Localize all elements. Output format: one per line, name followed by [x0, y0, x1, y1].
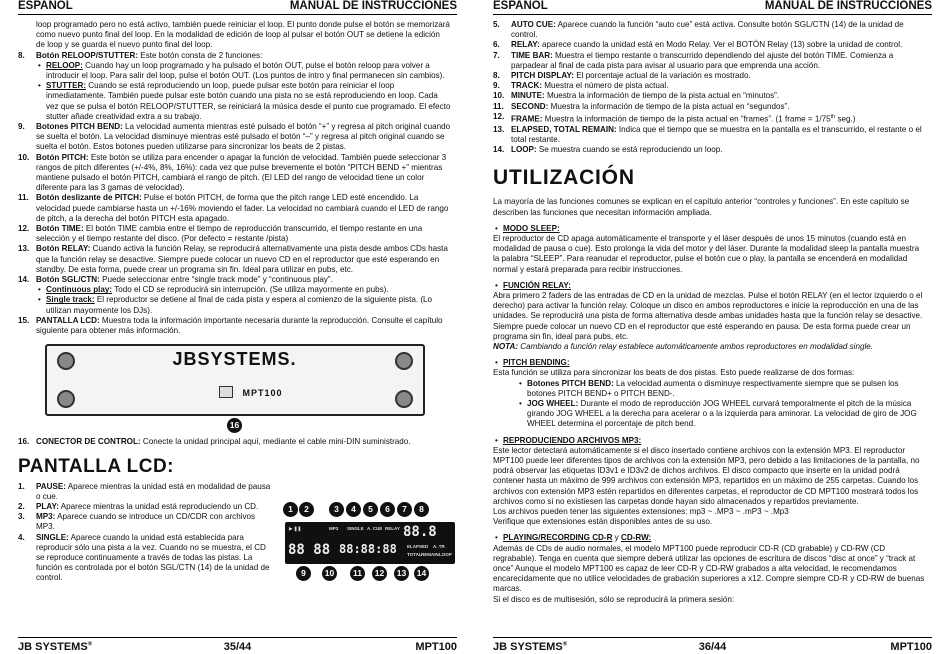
lcd-items — [18, 482, 276, 533]
brand-logo: JBSYSTEMS. — [172, 349, 297, 370]
item-number: 10. — [18, 152, 30, 162]
section-title-text: FUNCIÓN RELAY: — [503, 280, 571, 290]
model-label: MPT100 — [242, 388, 283, 399]
paragraph: Si el disco es de multisesión, sólo se reproducirá la primera sesión: — [493, 594, 735, 604]
list-item — [493, 91, 926, 101]
item-title: Botón SGL/CTN: — [36, 275, 100, 285]
bullet-title: RELOOP: — [46, 60, 83, 70]
page-header — [493, 0, 932, 15]
page-footer — [493, 637, 932, 654]
screw-icon — [57, 390, 75, 408]
control-connector — [219, 386, 233, 398]
item-text: Muestra el tiempo restante o transcurrido dependiendo del ajuste del botón TIME. Comienza a parpadear al final de cada pista para avisar al usuario para que emprenda una acción. — [511, 50, 894, 70]
bullet-title: STUTTER: — [46, 81, 87, 91]
list-item — [493, 102, 926, 112]
item-title: RELAY: — [511, 40, 540, 50]
item-title: Botones PITCH BEND: — [36, 122, 123, 132]
item-number: 14. — [18, 275, 30, 285]
callout-badge: 4 — [346, 502, 361, 517]
bullet-item — [36, 61, 451, 81]
item-title: SECOND: — [511, 101, 549, 111]
list-item — [493, 125, 926, 145]
list-item — [18, 153, 451, 194]
bullet-item — [517, 379, 926, 399]
list-item — [493, 40, 926, 50]
lcd-single: SINGLE — [347, 526, 364, 531]
paragraph: loop programado pero no está activo, también puede reiniciar el loop. El punto donde pulse el botón se memorizará como nuevo punto final del loop. En la modalidad de edición de loop al pulsar el botón OUT se detiene la edición de loop y se guarda el nuevo punto final del loop. — [36, 20, 450, 50]
bullet-text: El reproductor se detiene al final de cada pista y espera al comienzo de la siguiente pista. (Lo utilizan mayormente los DJs). — [46, 295, 433, 315]
section-mode-sleep — [493, 224, 926, 275]
callout-badge: 7 — [397, 502, 412, 517]
item-title: SINGLE: — [36, 532, 69, 542]
bullet-text: Cuando se está reproduciendo un loop, puede pulsar este botón para reiniciar el loop inmediatamente. También puede pulsar este botón cuando una pista no se está reproduciendo en loop. Cada vez que se pulsa el botón RELOOP/STUTTER, se reiniciará la música desde el punto cue programado. El efecto stutter añade creatividad extra a su trabajo. — [46, 81, 451, 121]
lcd-elapsed: ELAPSED — [407, 544, 429, 549]
section-title-text: PITCH BENDING: — [503, 358, 570, 368]
item-text: Muestra el número de pista actual. — [542, 81, 669, 91]
section-pitch-bending — [493, 358, 926, 429]
lcd-acue: A. CUE — [367, 526, 383, 531]
item-title: MINUTE: — [511, 91, 545, 101]
item-title: LOOP: — [511, 145, 537, 155]
item-text: Aparece cuando se introduce un CD/CDR con archivos MP3. — [36, 512, 256, 532]
left-content — [18, 20, 451, 584]
bullet-title: JOG WHEEL: — [527, 398, 579, 408]
item-text: seg.) — [835, 114, 856, 124]
callout-badge: 3 — [329, 502, 344, 517]
list-item — [18, 502, 276, 512]
footer-brand-text: JB SYSTEMS — [493, 641, 563, 653]
footer-model: MPT100 — [415, 641, 457, 653]
header-language: ESPAÑOL — [493, 0, 548, 12]
item-text: Indica que el tiempo que se muestra en la pantalla es el transcurrido, el restante o el total restante. — [511, 124, 922, 144]
item-number: 9. — [18, 122, 25, 132]
item-text: Pulse el botón PITCH, de forma que the pitch range LED esté encendido. La velocidad puede cambiarse hasta un +/-16% moviendo el fader. La velocidad no cambiará cuando el LED de rango de pitch, a la derecha del botón PITCH esta apagado. — [36, 193, 449, 223]
list-item — [18, 275, 451, 316]
item-title: AUTO CUE: — [511, 20, 556, 29]
item-title: Botón TIME: — [36, 224, 84, 234]
item-text: Conecte la unidad principal aquí, mediante el cable mini-DIN suministrado. — [140, 437, 411, 447]
bullet-item — [36, 285, 451, 295]
item-text: Este botón se utiliza para encender o apagar la función de velocidad. También puede seleccionar 3 rangos de pitch diferentes (+/-4%, 8%, 16%): cada vez que pulse brevemente el botón “PITCH BEND +” mientras mantiene pulsado el botón PITCH, cambiará el rango de pitch. (El LED del rango de velocidad tiene un color diferente para las 3 gamas de velocidad). — [36, 152, 447, 193]
item-number: 10. — [493, 91, 505, 101]
item-text: Muestra la información de tiempo de la pista actual en “minutos”. — [544, 91, 780, 101]
paragraph: Además de CDs de audio normales, el modelo MPT100 puede reproducir CD-R (CD grabable) y CD-RW (CD regrabable). Tenga en cuenta que siempre deberá utilizar las opciones de escritura de discos “disc at once” y “track at once” Aunque el modelo MPT100 es capaz de leer CD-R y CD-RW grabados a alta velocidad, le recomendamos encarecidamente que no utilice velocidades de grabación superiores a x12. Compre siempre CD-R y CD-RW de buenas marcas. — [493, 543, 925, 594]
item-text: Puede seleccionar entre “single track mode” y “continuous play”. — [99, 275, 333, 285]
item-number: 8. — [493, 71, 500, 81]
bullet-text: La velocidad aumenta o disminuye respectivamente siempre que se pulsen los botones PITCH BEND+ o PITCH BEND-. — [527, 378, 899, 398]
sub-bullets — [511, 379, 926, 430]
list-item — [493, 71, 926, 81]
section-title — [493, 436, 926, 446]
right-page — [475, 0, 950, 654]
callout-badge: 14 — [414, 566, 429, 581]
list-item — [18, 224, 451, 244]
callout-badge: 11 — [350, 566, 365, 581]
item-number: 13. — [18, 244, 30, 254]
lcd-atr: A. TR — [433, 544, 445, 549]
lcd-display — [285, 522, 455, 564]
section-title-text: PLAYING/RECORDING CD-R — [503, 533, 613, 543]
list-item — [18, 482, 276, 502]
item-title: PAUSE: — [36, 481, 66, 491]
item-title: ELAPSED, TOTAL REMAIN: — [511, 124, 617, 134]
page-footer — [18, 637, 457, 654]
item-text: Cuando activa la función Relay, se reproducirá alternativamente una pista desde ambos CDs hasta que la función relay se desactive. Siempre puede colocar un nuevo CD en el reproductor que esté esperando en standby. De esta forma, puede crear un programa sin fin. Ideal para utilizar en pubs, etc. — [36, 244, 448, 274]
callout-badge: 16 — [227, 418, 242, 433]
header-title: MANUAL DE INSTRUCCIONES — [764, 0, 932, 12]
item-number: 13. — [493, 124, 505, 134]
item-number: 16. — [18, 437, 30, 447]
item-title: MP3: — [36, 512, 56, 522]
item-title: Botón RELAY: — [36, 244, 91, 254]
lcd-bottom-callouts — [296, 566, 456, 582]
bullet-text: Cuando hay un loop programado y ha pulsado el botón OUT, pulse el botón reloop para volver a introducir el loop. Para salir del loop, pulse el botón OUT. (Los puntos de intro y final permanecen sin cambios). — [46, 60, 445, 81]
section-title-text: MODO SLEEP: — [503, 223, 560, 233]
paragraph: Abra primero 2 faders de las entradas de CD en la unidad de mezclas. Pulse el botón RELAY (en el lector izquierdo o el derecho) para activar la función relay. Coloque un disco en ambos reproductores e inicie la reproducción en una de las unidades. Se reproducirá una pista de forma alternativa desde ambas unidades hasta que la función relay se desactive. Siempre puede colocar un nuevo CD en el reproductor que esté esperando en pausa. De esta forma puede crear un programa sin fin, ideal para pubs, etc. — [493, 290, 923, 341]
superscript: th — [830, 113, 836, 120]
list-item — [18, 437, 451, 447]
lcd-relay: RELAY — [385, 526, 400, 531]
item-number: 6. — [493, 40, 500, 50]
note-title: NOTA: — [493, 341, 519, 351]
footer-brand-text: JB SYSTEMS — [18, 641, 88, 653]
item-text: aparece cuando la unidad está en Modo Relay. Ver el BOTÓN Relay (13) sobre la unidad de control. — [539, 40, 903, 50]
item-number: 5. — [493, 20, 500, 29]
item-title: PANTALLA LCD: — [36, 315, 100, 325]
item-text: El botón TIME cambia entre el tiempo de reproducción transcurrido, el tiempo restante en una selección y el tiempo restante del disco. (Por defecto = restante /pista) — [36, 224, 423, 244]
item-text: Aparece mientras la unidad está en modalidad de pausa o cue. — [36, 481, 271, 501]
lcd-top-callouts — [283, 502, 463, 518]
list-item — [18, 512, 276, 532]
paragraph: La mayoría de las funciones comunes se explican en el capítulo anterior “controles y funciones”. En este capítulo se describen las funciones que necesitan información ampliada. — [493, 197, 910, 217]
item-number: 4. — [18, 532, 25, 542]
section-relay — [493, 281, 926, 352]
item-text: Este botón consta de 2 funciones: — [138, 50, 263, 60]
section-heading: UTILIZACIÓN — [493, 166, 635, 190]
item-title: TIME BAR: — [511, 50, 553, 60]
callout-badge: 8 — [414, 502, 429, 517]
item-title: PLAY: — [36, 501, 59, 511]
bullet-title: Single track: — [46, 295, 95, 305]
item-number: 15. — [18, 315, 30, 325]
list-item — [493, 81, 926, 91]
item-text: Aparece mientras la unidad está reproduciendo un CD. — [58, 501, 259, 511]
lcd-time-digits: 88:88:88 — [339, 542, 397, 556]
list-item — [18, 244, 451, 275]
item-title: FRAME: — [511, 114, 543, 124]
item-number: 2. — [18, 501, 25, 511]
item-text: Se muestra cuando se está reproduciendo un loop. — [536, 145, 723, 155]
item-number: 12. — [493, 111, 505, 121]
paragraph: Este lector detectará automáticamente si el disco insertado contiene archivos con la extensión MP3. El reproductor MPT100 puede leer diferentes tipos de archivos con la extensión MP3, pero debido a las limitaciones de la pantalla, no podrá observar las etiquetas ID3v1 e ID3v2 de dichos archivos. El disco compacto que inserte en la unidad podrá contener hasta un máximo de 999 archivos con extensión MP3, repartidos en un máximo de 255 carpetas. Cuando los archivos con extensión MP3 estén repartidos en diferentes carpetas, el reproductor de CD MPT100 mostrará todos los archivos como si no existiesen las carpetas donde hayan sido almacenados y repartidos previamente. — [493, 445, 920, 506]
item-text: Aparece cuando la unidad está establecida para reproducir sólo una pista a la vez. Cuando no se muestra, el CD se reproduce continuamente a través de todas las pistas. La función es controlada por el botón SGL/CTN (14) de la unidad de control. — [36, 532, 270, 583]
item-number: 8. — [18, 50, 25, 60]
section-cdr — [493, 533, 926, 604]
list-item — [493, 20, 926, 40]
note-text: Cambiando a función relay establece automáticamente ambos reproductores en modalidad single. — [518, 341, 874, 351]
right-content — [493, 20, 926, 605]
item-text: El porcentaje actual de la variación es mostrado. — [573, 71, 751, 81]
page-number: 35/44 — [223, 641, 252, 653]
header-language: ESPAÑOL — [18, 0, 73, 12]
paragraph: Los archivos pueden tener las siguientes extensiones: mp3 ~ .MP3 ~ .mP3 ~ .Mp3 — [493, 507, 789, 517]
callout-badge: 2 — [299, 502, 314, 517]
section-title — [493, 281, 926, 291]
paragraph: Verifique que extensiones están disponibles antes de su uso. — [493, 517, 713, 527]
item-number: 7. — [493, 50, 500, 60]
item-title: PITCH DISPLAY: — [511, 71, 574, 81]
callout-badge: 10 — [322, 566, 337, 581]
callout-badge: 1 — [283, 502, 298, 517]
item-number: 3. — [18, 512, 25, 522]
play-pause-icon: ▶ ❚❚ — [289, 526, 302, 531]
item-number: 12. — [18, 224, 30, 234]
item-text: Aparece cuando la función “auto cue” está activa. Consulte botón SGL/CTN (14) de la unidad de control. — [511, 20, 904, 40]
page-header — [18, 0, 457, 15]
registered-mark: ® — [87, 641, 93, 648]
list-item — [18, 316, 451, 336]
list-item — [18, 193, 451, 224]
bullet-title: Botones PITCH BEND: — [527, 378, 614, 388]
item-title: Botón RELOOP/STUTTER: — [36, 50, 139, 60]
bullet-title: Continuous play: — [46, 285, 113, 295]
footer-model: MPT100 — [890, 641, 932, 653]
section-title — [493, 358, 926, 368]
bullet-item — [36, 295, 451, 315]
lcd-pitch-digits: 88.8 — [403, 524, 437, 540]
bullet-item — [36, 81, 451, 122]
list-item — [493, 112, 926, 125]
list-item — [493, 51, 926, 71]
paragraph: Esta función se utiliza para sincronizar los beats de dos pistas. Esto puede realizarse de dos formas: — [493, 368, 855, 378]
item-text: Muestra la información de tiempo de la pista actual en “segundos”. — [548, 101, 790, 111]
item-title: TRACK: — [511, 81, 543, 91]
paragraph: El reproductor de CD apaga automáticamente el transporte y el láser después de unos 15 minutos (cuando está en modalidad de pausa o cue). Esto prolonga la vida del motor y del láser. Durante la modalidad sleep la pantalla muestra la palabra “SLEEP”. Para reanudar el reproductor, pulse el botón cue o play, la pantalla se encenderá en modalidad normal y estará preparada para recibir instrucciones. — [493, 233, 920, 274]
lcd-track-digits: 88 88 — [288, 542, 331, 558]
item-number: 1. — [18, 481, 25, 491]
section-title-mid: y — [612, 533, 621, 543]
list-item — [18, 51, 451, 122]
item-title: Botón deslizante de PITCH: — [36, 193, 142, 203]
callout-badge: 6 — [380, 502, 395, 517]
item-text: La velocidad aumenta mientras esté pulsado el botón “+” y regresa al pitch original cuando se suelta el botón. La velocidad disminuye mientras esté pulsado el botón “–” y regresa al pitch original cuando se suelta el botón. Estos botones pueden utilizarse para sincronizar los beats de 2 pistas. — [36, 122, 451, 152]
item-number: 14. — [493, 145, 505, 155]
callout-badge: 13 — [394, 566, 409, 581]
header-title: MANUAL DE INSTRUCCIONES — [289, 0, 457, 12]
item-title: Botón PITCH: — [36, 152, 89, 162]
lcd-mp3: MP3 — [329, 526, 339, 531]
bullet-item — [517, 399, 926, 430]
callout-badge: 9 — [296, 566, 311, 581]
section-heading: PANTALLA LCD: — [18, 455, 175, 477]
lcd-loop: LOOP — [439, 552, 452, 557]
callout-row — [18, 418, 451, 433]
section-title-text: REPRODUCIENDO ARCHIVOS MP3: — [503, 435, 642, 445]
lcd-total: TOTAL — [407, 552, 422, 557]
item-number: 11. — [493, 101, 504, 111]
callout-badge: 5 — [363, 502, 378, 517]
note — [493, 342, 926, 352]
lcd-remain: REMAIN — [421, 552, 439, 557]
section-title — [493, 533, 926, 543]
section-title-text: CD-RW: — [620, 533, 652, 543]
item-title: CONECTOR DE CONTROL: — [36, 437, 141, 447]
list-item — [493, 145, 926, 155]
item-text: Muestra toda la información importante necesaria durante la reproducción. Consulte el capítulo siguiente para obtener más información. — [36, 315, 443, 336]
device-illustration — [45, 344, 425, 416]
section-title — [493, 224, 926, 234]
item-number: 11. — [18, 193, 29, 203]
registered-mark: ® — [562, 641, 568, 648]
bullet-text: Todo el CD se reproducirá sin interrupción. (Se utiliza mayormente en pubs). — [112, 285, 389, 295]
item-number: 9. — [493, 81, 500, 91]
bullet-text: Durante el modo de reproducción JOG WHEEL curvará temporalmente el pitch de la música girando JOG WHEEL a la derecha para acelerar o a la izquierda para aminorar. La velocidad de giro de JOG WHEEL determina el porcentaje de pitch bend. — [527, 398, 917, 429]
list-item — [18, 122, 451, 153]
list-item — [18, 533, 276, 584]
item-text: Muestra la información de tiempo de la pista actual en “frames”. (1 frame = 1/75 — [542, 114, 831, 124]
section-mp3 — [493, 436, 926, 528]
screw-icon — [395, 390, 413, 408]
callout-badge: 12 — [372, 566, 387, 581]
page-number: 36/44 — [698, 641, 727, 653]
